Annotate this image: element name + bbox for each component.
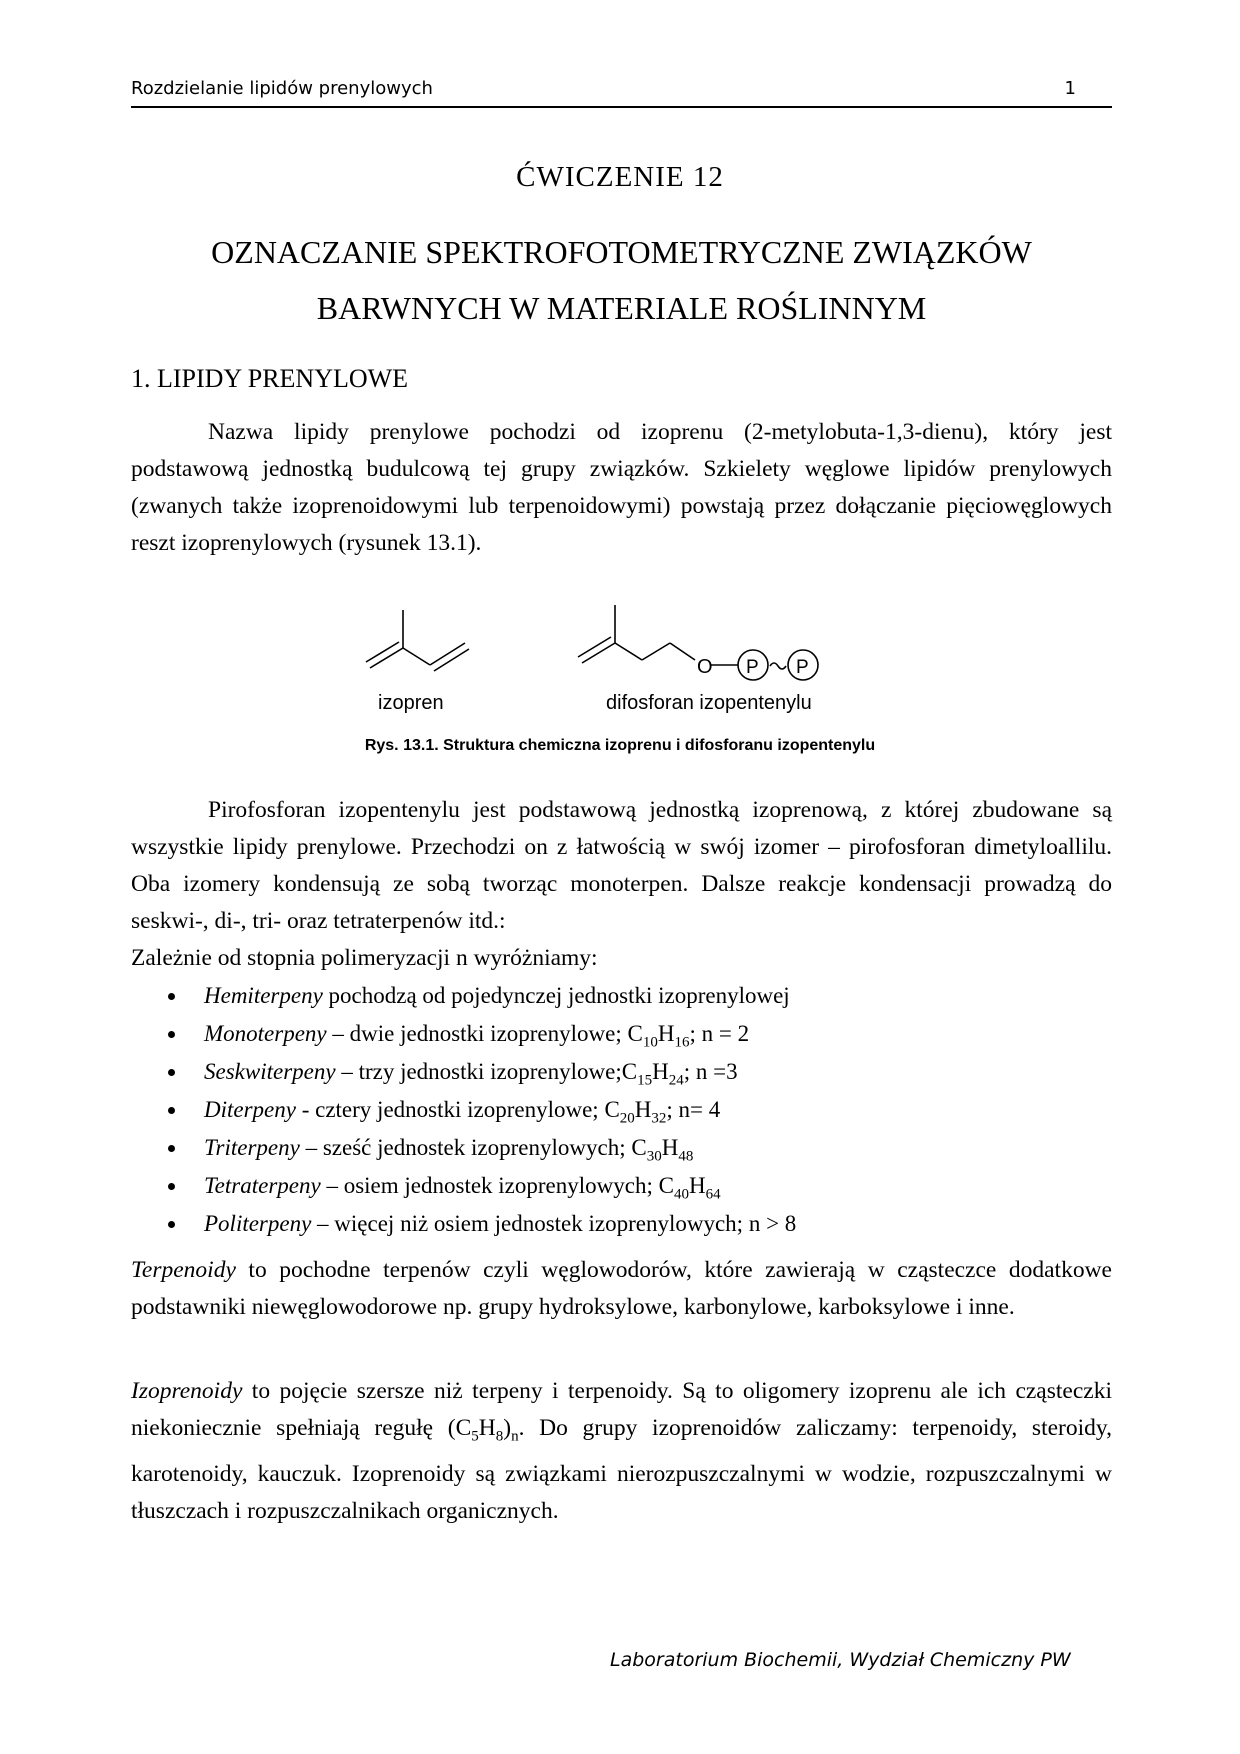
list-item	[131, 1167, 1112, 1205]
main-title-line-1: OZNACZANIE SPEKTROFOTOMETRYCZNE ZWIĄZKÓW	[211, 234, 1032, 270]
list-item	[131, 1205, 1112, 1243]
list-item	[131, 977, 1112, 1015]
list-item	[131, 1015, 1112, 1053]
bullet-icon	[168, 1221, 175, 1228]
list-item-text: – sześć jednostek izoprenylowych; C	[299, 1135, 647, 1160]
list-item-text: - cztery jednostki izoprenylowe; C	[295, 1097, 620, 1122]
page-number: 1	[1064, 78, 1076, 99]
terpene-classification-list	[131, 977, 1112, 1243]
list-item-term: Monoterpeny	[204, 1021, 327, 1046]
list-item-tail: ; n =3	[683, 1059, 738, 1084]
list-item-text: – trzy jednostki izoprenylowe;C	[335, 1059, 638, 1084]
list-item-term: Seskwiterpeny	[204, 1059, 336, 1084]
bullet-icon	[168, 1031, 175, 1038]
tilde-bond	[770, 663, 786, 669]
formula-subscript: 30	[646, 1148, 662, 1165]
bullet-icon	[168, 1069, 175, 1076]
list-item	[131, 1129, 1112, 1167]
list-item-term: Diterpeny	[204, 1097, 296, 1122]
formula-element: H	[688, 1173, 706, 1198]
paragraph-body: to pojęcie szersze niż terpeny i terpenoidy. Są to oligomery izoprenu ale ich cząsteczki niekoniecznie spełniają regułę (C	[131, 1378, 1112, 1441]
ipp-bond	[642, 643, 670, 660]
ipp-bond	[670, 643, 695, 660]
formula-subscript: 5	[471, 1428, 479, 1445]
phosphate-label-1: P	[746, 657, 759, 678]
paragraph-body: . Do grupy izoprenoidów zaliczamy: terpenoidy, steroidy, karotenoidy, kauczuk. Izoprenoidy są związkami nierozpuszczalnymi w wodzie, rozpuszczalnymi w tłuszczach i rozpuszczalnikach organicznych.	[131, 1415, 1112, 1524]
formula-subscript: n	[511, 1428, 519, 1445]
paragraph-ipp: Pirofosforan izopentenylu jest podstawową jednostką izoprenową, z której zbudowane są wszystkie lipidy prenylowe. Przechodzi on z łatwością w swój izomer – pirofosforan dimetyloallilu. Oba izomery kondensują ze sobą tworząc monoterpen. Dalsze reakcje kondensacji prowadzą do seskwi-, di-, tri- oraz tetraterpenów itd.:	[131, 797, 1112, 934]
formula-subscript: 15	[637, 1072, 653, 1089]
isoprene-double-bond	[366, 642, 399, 662]
list-item-term: Hemiterpeny	[204, 983, 323, 1008]
formula-element: H	[478, 1415, 496, 1441]
running-header	[131, 76, 1112, 108]
formula-subscript: 24	[668, 1072, 684, 1089]
formula-subscript: 64	[705, 1186, 721, 1203]
main-title-line-2: BARWNYCH W MATERIALE ROŚLINNYM	[316, 290, 927, 326]
bullet-icon	[168, 1107, 175, 1114]
label-isoprene: izopren	[378, 692, 444, 714]
isoprene-bond	[370, 648, 403, 668]
paragraph-term: Izoprenoidy	[131, 1378, 243, 1404]
formula-element: H	[652, 1059, 669, 1084]
formula-subscript: 48	[678, 1148, 694, 1165]
formula-subscript: 40	[673, 1186, 689, 1203]
formula-subscript: 8	[495, 1428, 504, 1445]
list-item	[131, 1091, 1112, 1129]
oxygen-atom-label: O	[697, 656, 713, 678]
formula-subscript: 20	[619, 1110, 635, 1127]
list-item-text: – osiem jednostek izoprenylowych; C	[320, 1173, 674, 1198]
paragraph-terpenoids	[131, 1252, 1112, 1326]
formula-subscript: 16	[674, 1034, 690, 1051]
formula-element: H	[657, 1021, 675, 1046]
list-item-term: Politerpeny	[204, 1211, 312, 1236]
figure-caption: Rys. 13.1. Struktura chemiczna izoprenu i difosforanu izopentenylu	[364, 737, 876, 754]
list-item-text: – dwie jednostki izoprenylowe; C	[326, 1021, 643, 1046]
formula-element: H	[661, 1135, 679, 1160]
formula-bracket: )	[503, 1415, 512, 1441]
list-item-term: Triterpeny	[204, 1135, 300, 1160]
bullet-icon	[168, 1145, 175, 1152]
formula-subscript: 32	[651, 1110, 667, 1127]
bullet-icon	[168, 1183, 175, 1190]
list-item	[131, 1053, 1112, 1091]
ipp-bond	[615, 643, 642, 660]
phosphate-label-2: P	[796, 657, 809, 678]
formula-element: H	[634, 1097, 652, 1122]
list-item-tail: ; n = 2	[689, 1021, 750, 1046]
bullet-icon	[168, 993, 175, 1000]
list-item-term: Tetraterpeny	[204, 1173, 321, 1198]
paragraph-isoprenoids	[131, 1373, 1112, 1530]
paragraph-intro: Nazwa lipidy prenylowe pochodzi od izoprenu (2-metylobuta-1,3-dienu), który jest podstawową jednostką budulcową tej grupy związków. Szkielety węglowe lipidów prenylowych (zwanych także izoprenoidowymi lub terpenoidowymi) powstają przez dołączanie pięciowęglowych reszt izoprenylowych (rysunek 13.1).	[131, 419, 1112, 556]
list-item-tail: ; n= 4	[666, 1097, 721, 1122]
main-title	[131, 224, 1112, 336]
isoprene-bond	[403, 648, 430, 665]
paragraph-body: to pochodne terpenów czyli węglowodorów, które zawierają w cząsteczce dodatkowe podstawniki niewęglowodorowe np. grupy hydroksylowe, karbonylowe, karboksylowe i inne.	[131, 1257, 1112, 1320]
page-footer: Laboratorium Biochemii, Wydział Chemiczny PW	[610, 1649, 1071, 1671]
paragraph-term: Terpenoidy	[131, 1257, 236, 1283]
running-header-title: Rozdzielanie lipidów prenylowych	[131, 78, 433, 99]
ipp-bond	[582, 643, 615, 663]
section-heading: 1. LIPIDY PRENYLOWE	[131, 364, 409, 393]
formula-subscript: 10	[642, 1034, 658, 1051]
list-item-text: pochodzą od pojedynczej jednostki izoprenylowej	[322, 983, 790, 1008]
label-ipp: difosforan izopentenylu	[606, 692, 812, 714]
exercise-title: ĆWICZENIE 12	[516, 161, 724, 193]
ipp-double-bond	[578, 637, 611, 657]
list-item-text: – więcej niż osiem jednostek izoprenylowych; n > 8	[311, 1211, 797, 1236]
paragraph-classification-intro: Zależnie od stopnia polimeryzacji n wyróżniamy:	[131, 945, 598, 971]
